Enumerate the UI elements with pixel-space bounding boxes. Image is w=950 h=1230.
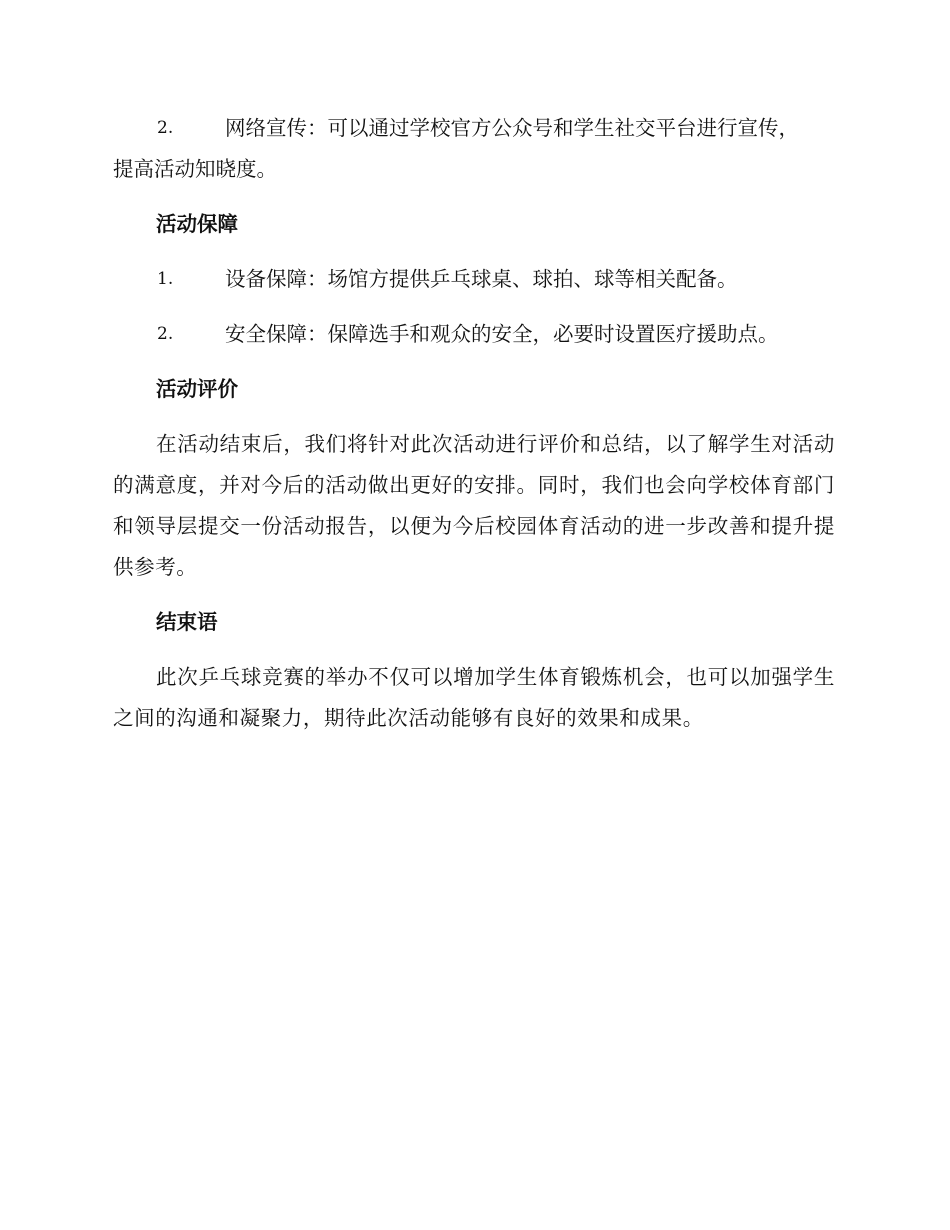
section-heading-evaluation: 活动评价 (156, 377, 238, 401)
list-item-text: 设备保障：场馆方提供乒乓球桌、球拍、球等相关配备。 (225, 267, 738, 291)
list-item-continuation: 提高活动知晓度。 (113, 157, 277, 181)
closing-paragraph: 此次乒乓球竞赛的举办不仅可以增加学生体育锻炼机会，也可以加强学生之间的沟通和凝聚力，期待此次活动能够有良好的效果和成果。 (113, 665, 835, 730)
list-item-text: 安全保障：保障选手和观众的安全，必要时设置医疗援助点。 (225, 322, 779, 346)
section-heading-closing: 结束语 (156, 610, 218, 634)
promotion-item-2 (113, 108, 835, 149)
list-number: 1. (157, 269, 174, 289)
document-page (113, 108, 835, 739)
evaluation-paragraph: 在活动结束后，我们将针对此次活动进行评价和总结，以了解学生对活动的满意度，并对今后的活动做出更好的安排。同时，我们也会向学校体育部门和领导层提交一份活动报告，以便为今后校园体育活动的进一步改善和提升提供参考。 (113, 432, 835, 579)
list-number: 2. (157, 118, 174, 138)
guarantee-item-1 (113, 259, 835, 300)
guarantee-item-2 (113, 314, 835, 355)
list-number: 2. (157, 324, 174, 344)
list-item-text: 网络宣传：可以通过学校官方公众号和学生社交平台进行宣传， (225, 116, 799, 140)
section-heading-guarantee: 活动保障 (156, 212, 238, 236)
